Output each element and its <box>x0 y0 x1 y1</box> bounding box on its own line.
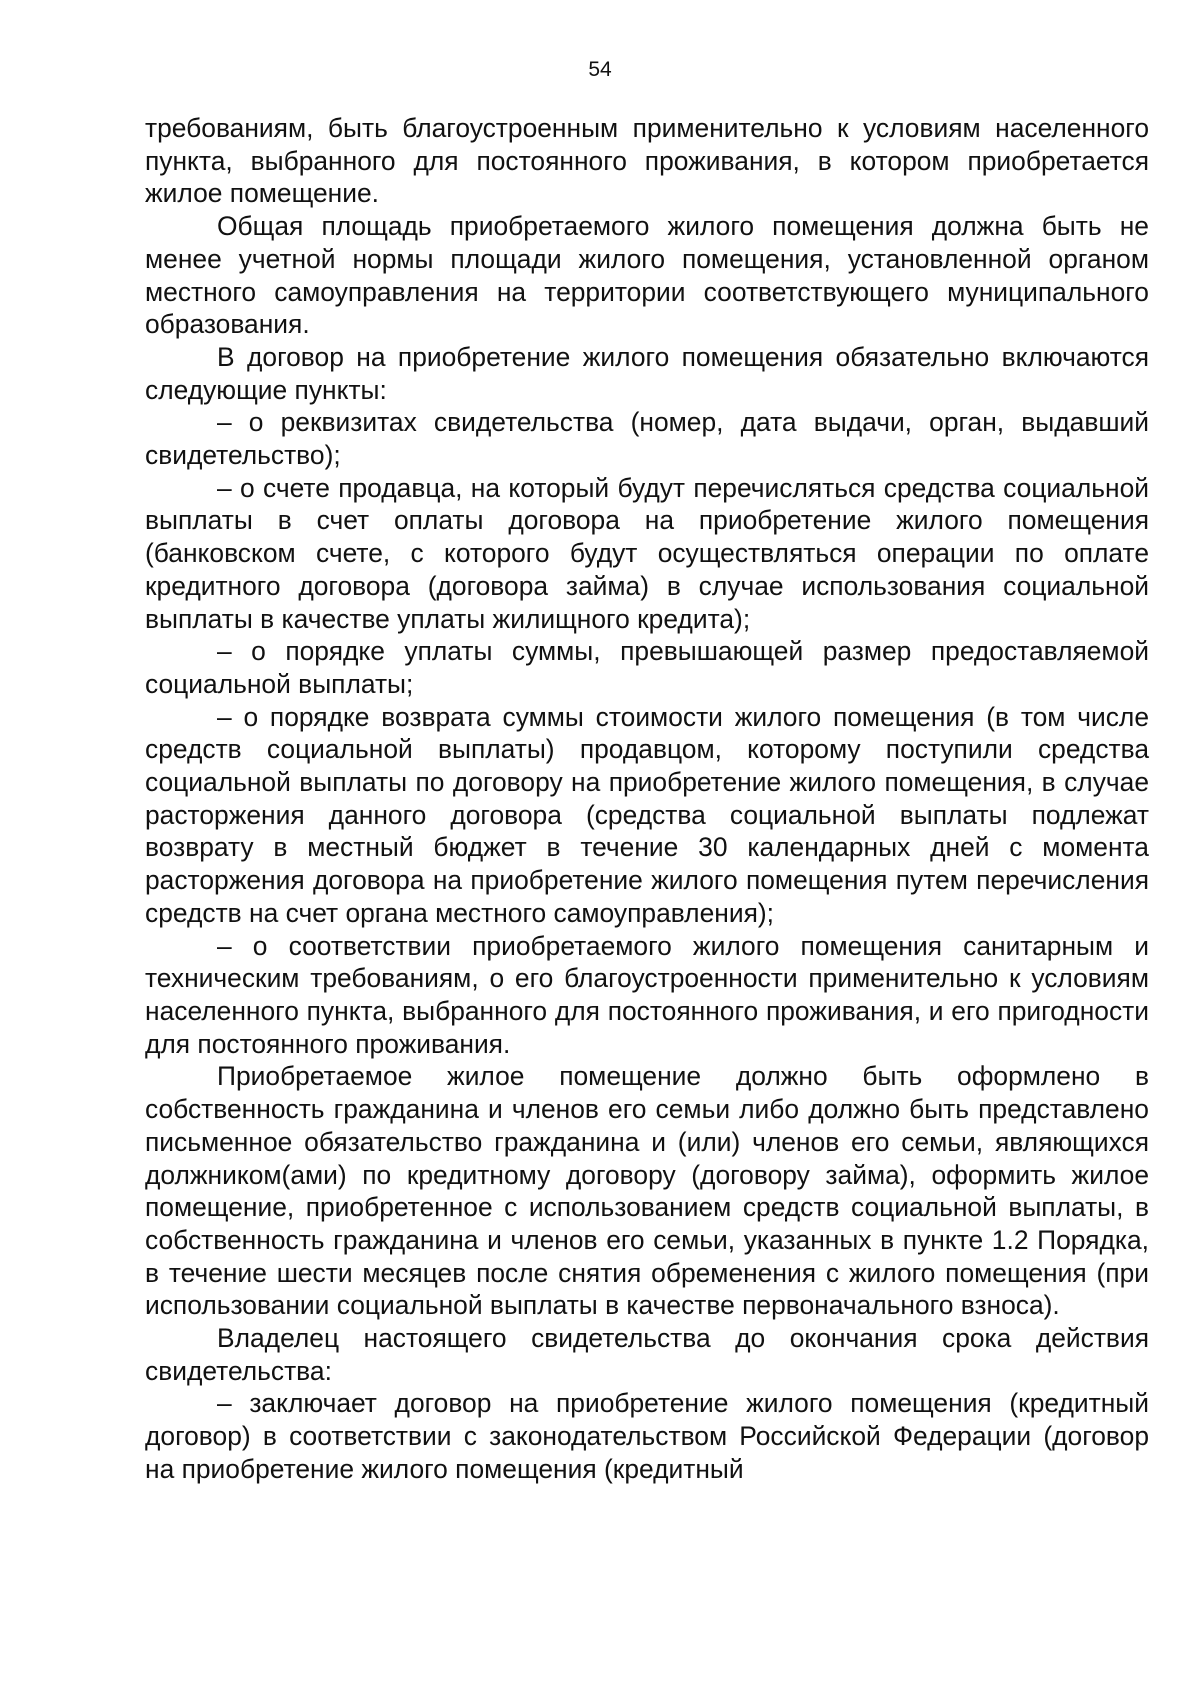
list-item-concludes-contract: – заключает договор на приобретение жилого помещения (кредитный договор) в соответствии с законодательством Российской Федерации (договор на приобретение жилого помещения (кредитный <box>145 1388 1149 1484</box>
list-item-housing-compliance: – о соответствии приобретаемого жилого помещения санитарным и техническим требованиям, о его благоустроенности применительно к условиям населенного пункта, выбранного для постоянного проживания, и его пригодности для постоянного проживания. <box>145 930 1149 1059</box>
list-item-excess-payment: – о порядке уплаты суммы, превышающей размер предоставляемой социальной выплаты; <box>145 636 1149 699</box>
paragraph-ownership: Приобретаемое жилое помещение должно быть оформлено в собственность гражданина и членов его семьи либо должно быть представлено письменное обязательство гражданина и (или) членов его семьи, являющихся должником(ами) по кредитному договору (договору займа), оформить жилое помещение, приобретенное с использованием средств социальной выплаты, в собственность гражданина и членов его семьи, указанных в пункте 1.2 Порядка, в течение шести месяцев после снятия обременения с жилого помещения (при использовании социальной выплаты в качестве первоначального взноса). <box>145 1061 1149 1321</box>
page-number: 54 <box>588 58 612 81</box>
paragraph-certificate-holder: Владелец настоящего свидетельства до окончания срока действия свидетельства: <box>145 1323 1149 1386</box>
list-item-seller-account: – о счете продавца, на который будут перечисляться средства социальной выплаты в счет оплаты договора на приобретение жилого помещения (банковском счете, с которого будут осуществляться операции по оплате кредитного договора (договора займа) в случае использования социальной выплаты в качестве уплаты жилищного кредита); <box>145 472 1149 634</box>
list-item-refund-procedure: – о порядке возврата суммы стоимости жилого помещения (в том числе средств социальной выплаты) продавцом, которому поступили средства социальной выплаты по договору на приобретение жилого помещения, в случае расторжения данного договора (средства социальной выплаты подлежат возврату в местный бюджет в течение 30 календарных дней с момента расторжения договора на приобретение жилого помещения путем перечисления средств на счет органа местного самоуправления); <box>145 701 1149 928</box>
document-body <box>145 112 1149 1486</box>
list-item-certificate-details: – о реквизитах свидетельства (номер, дата выдачи, орган, выдавший свидетельство); <box>145 407 1149 471</box>
paragraph-total-area: Общая площадь приобретаемого жилого помещения должна быть не менее учетной нормы площади жилого помещения, установленной органом местного самоуправления на территории соответствующего муниципального образования. <box>145 211 1149 340</box>
paragraph-contract-clauses: В договор на приобретение жилого помещения обязательно включаются следующие пункты: <box>145 341 1149 405</box>
paragraph-continuation: требованиям, быть благоустроенным применительно к условиям населенного пункта, выбранного для постоянного проживания, в котором приобретается жилое помещение. <box>145 113 1149 209</box>
